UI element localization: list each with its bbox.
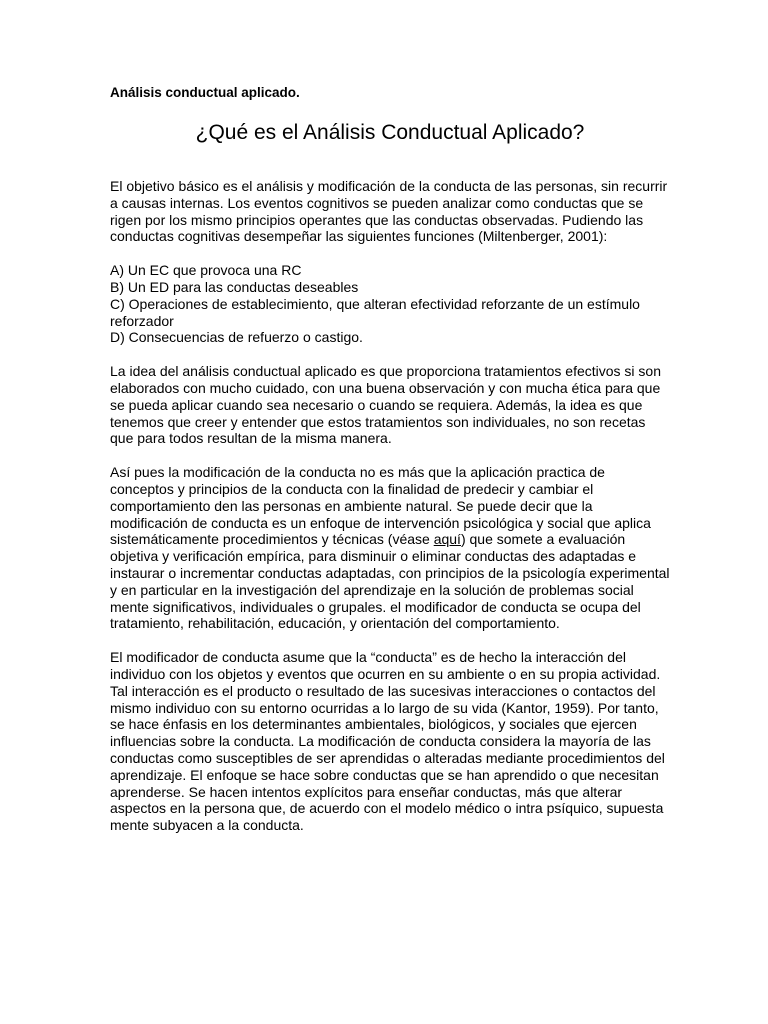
document-header: Análisis conductual aplicado. [110, 85, 300, 100]
behavior-modifier-paragraph: El modificador de conducta asume que la “conducta” es de hecho la interacción del individuo con los objetos y eventos que ocurren en su ambiente o en su propia actividad. Tal interacción es el producto o resultado de las sucesivas interacciones o contactos del mismo individuo con su entorno ocurridas a lo largo de su vida (Kantor, 1959). Por tanto, se hace énfasis en los determinantes ambientales, biológicos, y sociales que ejercen influencias sobre la conducta. La modificación de conducta considera la mayoría de las conductas como susceptibles de ser aprendidas o alteradas mediante procedimientos del aprendizaje. El enfoque se hace sobre conductas que se han aprendido o que necesitan aprenderse. Se hacen intentos explícitos para enseñar conductas, más que alterar aspectos en la persona que, de acuerdo con el modelo médico o intra psíquico, supuesta mente subyacen a la conducta. [110, 649, 665, 834]
behavior-modification-paragraph [110, 464, 670, 632]
functions-list [110, 262, 670, 346]
aba-idea-paragraph: La idea del análisis conductual aplicado es que proporciona tratamientos efectivos si son elaborados con mucho cuidado, con una buena observación y con mucha ética para que se pueda aplicar cuando sea necesario o cuando se requiera. Además, la idea es que tenemos que creer y entender que estos tratamientos son individuales, no son recetas que para todos resultan de la misma manera. [110, 363, 662, 447]
intro-paragraph: El objetivo básico es el análisis y modificación de la conducta de las personas, sin recurrir a causas internas. Los eventos cognitivos se pueden analizar como conductas que se rigen por los mismo principios operantes que las conductas observadas. Pudiendo las conductas cognitivas desempeñar las siguientes funciones (Miltenberger, 2001): [110, 178, 668, 245]
list-item: D) Consecuencias de refuerzo o castigo. [110, 329, 363, 346]
paragraph-text-before-link: Así pues la modificación de la conducta no es más que la aplicación practica de conceptos y principios de la conducta con la finalidad de predecir y cambiar el comportamiento den las personas en ambiente natural. Se puede decir que la modificación de conducta es un enfoque de intervención psicológica y social que aplica sistemáticamente procedimientos y técnicas (véase [110, 464, 651, 548]
list-item: C) Operaciones de establecimiento, que alteran efectividad reforzante de un estímulo reforzador [110, 295, 640, 329]
aqui-link[interactable]: aquí [433, 531, 461, 548]
list-item: B) Un ED para las conductas deseables [110, 278, 359, 295]
document-page [110, 84, 670, 851]
document-title: ¿Qué es el Análisis Conductual Aplicado? [195, 121, 585, 144]
paragraph-text-after-link: ) que somete a evaluación objetiva y verificación empírica, para disminuir o eliminar conductas des adaptadas e instaurar o incrementar conductas adaptadas, con principios de la psicología experimental y en particular en la investigación del aprendizaje en la solución de problemas social mente significativos, individuales o grupales. el modificador de conducta se ocupa del tratamiento, rehabilitación, educación, y orientación del comportamiento. [110, 531, 670, 632]
list-item: A) Un EC que provoca una RC [110, 262, 302, 279]
